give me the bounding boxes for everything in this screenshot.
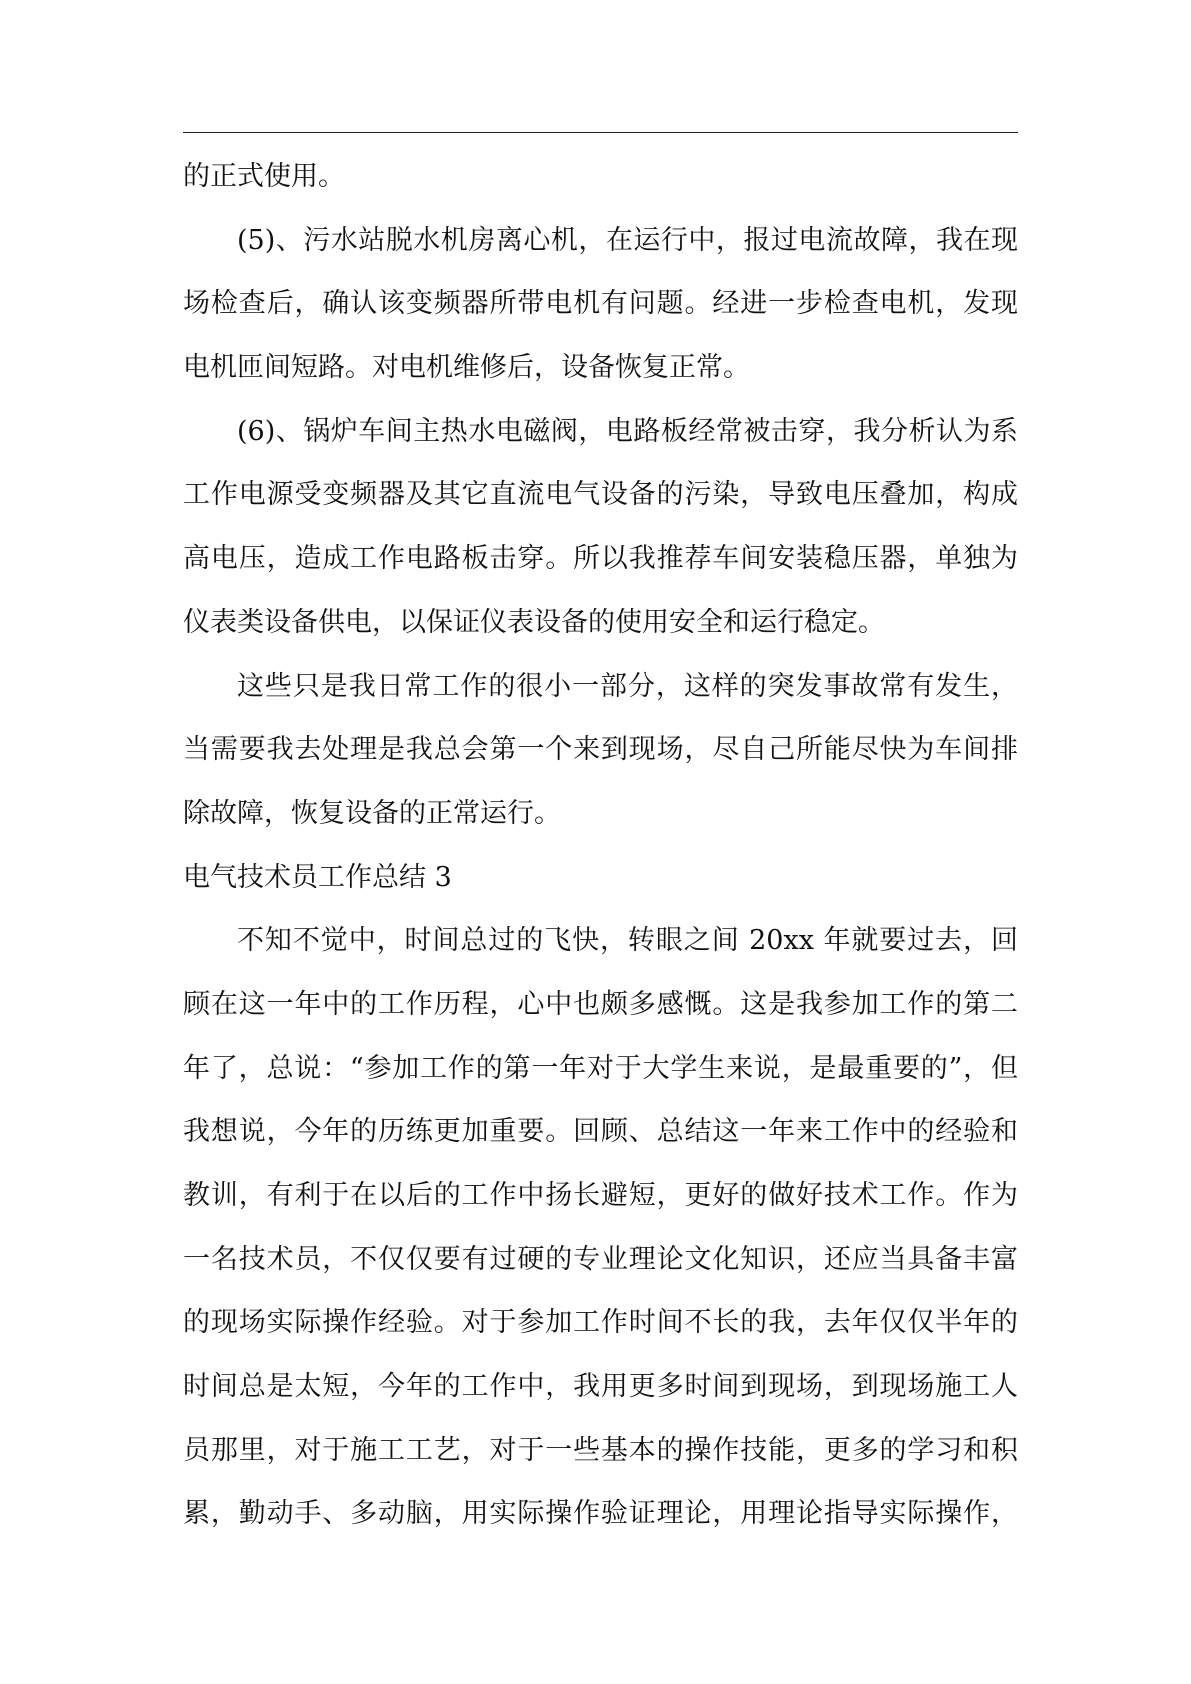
text-line: (6)、锅炉车间主热水电磁阀，电路板经常被击穿，我分析认为系 [237, 415, 1018, 447]
text-line: 工作电源受变频器及其它直流电气设备的污染，导致电压叠加，构成 [183, 479, 1018, 511]
text-line: 教训，有利于在以后的工作中扬长避短，更好的做好技术工作。作为 [183, 1180, 1018, 1211]
text-line: 累，勤动手、多动脑，用实际操作验证理论，用理论指导实际操作， [183, 1498, 1018, 1530]
text-line: (5)、污水站脱水机房离心机，在运行中，报过电流故障，我在现 [237, 224, 1018, 256]
text-line: 这些只是我日常工作的很小一部分，这样的突发事故常有发生， [237, 670, 1018, 702]
text-line: 场检查后，确认该变频器所带电机有问题。经进一步检查电机，发现 [183, 288, 1018, 320]
text-line: 的现场实际操作经验。对于参加工作时间不长的我，去年仅仅半年的 [183, 1307, 1018, 1339]
text-line: 我想说，今年的历练更加重要。回顾、总结这一年来工作中的经验和 [183, 1116, 1018, 1148]
text-line: 顾在这一年中的工作历程，心中也颇多感慨。这是我参加工作的第二 [183, 988, 1018, 1020]
text-line: 员那里，对于施工工艺，对于一些基本的操作技能，更多的学习和积 [183, 1434, 1018, 1466]
text-line: 的正式使用。 [183, 161, 345, 192]
section-heading: 电气技术员工作总结 3 [183, 861, 452, 893]
text-line: 电机匝间短路。对电机维修后，设备恢复正常。 [183, 352, 750, 384]
text-line: 不知不觉中，时间总过的飞快，转眼之间 20xx 年就要过去，回 [237, 925, 1018, 957]
text-line: 仪表类设备供电，以保证仪表设备的使用安全和运行稳定。 [183, 606, 885, 638]
text-line: 高电压，造成工作电路板击穿。所以我推荐车间安装稳压器，单独为 [183, 543, 1018, 575]
text-line: 时间总是太短，今年的工作中，我用更多时间到现场，到现场施工人 [183, 1371, 1018, 1403]
text-line: 年了，总说：“参加工作的第一年对于大学生来说，是最重要的”，但 [183, 1052, 1018, 1084]
document-body [183, 145, 1018, 1546]
header-rule [183, 132, 1018, 133]
text-line: 当需要我去处理是我总会第一个来到现场，尽自己所能尽快为车间排 [183, 734, 1018, 766]
text-line: 一名技术员，不仅仅要有过硬的专业理论文化知识，还应当具备丰富 [183, 1243, 1018, 1275]
text-line: 除故障，恢复设备的正常运行。 [183, 797, 561, 829]
